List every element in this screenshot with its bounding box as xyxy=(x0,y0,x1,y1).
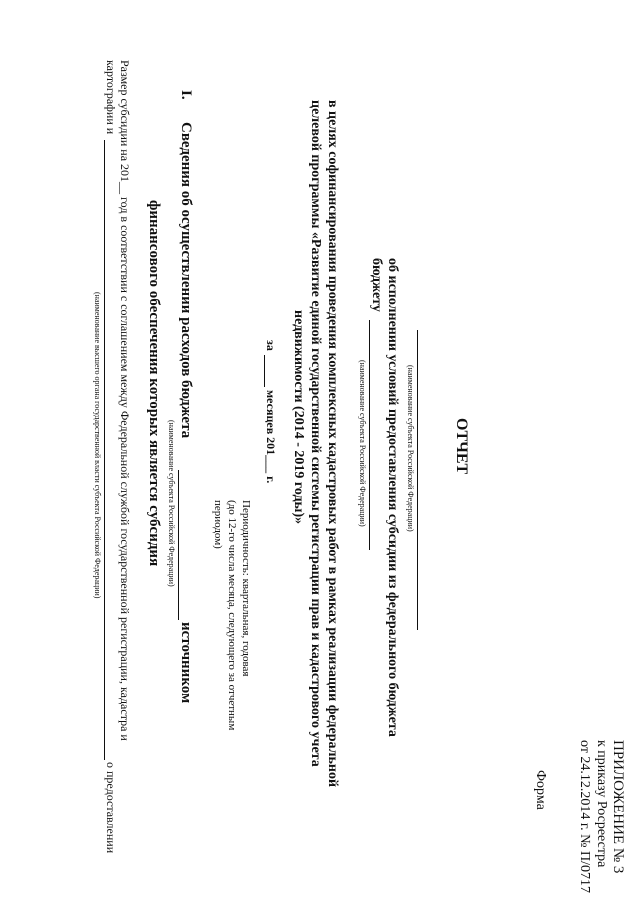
bottom-line1: Размер субсидии на 201__ год в соответствии с соглашением между Федеральной службой государственной регистрации, кадастра и xyxy=(118,60,132,741)
periodicity-line3: периодом) xyxy=(212,500,224,549)
section1-title-line2: финансового обеспечения которых является субсидия xyxy=(146,200,162,567)
purpose-line-2: целевой программы «Развитие единой государственной системы регистрации прав и кадастрового учета xyxy=(308,100,323,767)
appendix-order-date: от 24.12.2014 г. № П/0717 xyxy=(577,740,592,893)
report-line2-prefix: бюджету xyxy=(369,258,384,312)
authority-caption: (наименование высшего органа государственной власти субъекта Российской Федерации) xyxy=(93,292,102,599)
budget-recipient-line xyxy=(369,320,370,550)
subject-caption-2: (наименование субъекта Российской Федерации) xyxy=(358,360,367,527)
appendix-title: ПРИЛОЖЕНИЕ № 3 xyxy=(610,740,626,874)
form-label: Форма xyxy=(533,770,548,810)
section1-title-part1: Сведения об осуществлении расходов бюджета xyxy=(178,122,194,439)
purpose-line-1: в целях софинансирования проведения комплексных кадастровых работ в рамках реализации федеральной xyxy=(325,100,340,788)
purpose-line-3: недвижимости (2014 - 2019 годы)» xyxy=(291,310,306,525)
report-title: ОТЧЕТ xyxy=(453,418,470,475)
bottom-line2-prefix: картографии и xyxy=(104,60,118,135)
section1-subject-line xyxy=(178,470,179,620)
period-suffix: месяцев 201___ г. xyxy=(264,390,278,484)
appendix-order-line: к приказу Росреестра xyxy=(594,740,609,868)
report-line1: об исполнении условий предоставления субсидии из федерального бюджета xyxy=(385,258,400,737)
authority-name-line xyxy=(104,140,105,760)
subject-line xyxy=(417,330,418,630)
periodicity-line1: Периодичность: квартальная, годовая xyxy=(240,500,252,677)
periodicity-line2: (до 12-го числа месяца, следующего за отчетным xyxy=(226,500,238,731)
bottom-line2-suffix: о предоставлении xyxy=(104,762,118,854)
period-prefix: за xyxy=(264,340,278,351)
section1-caption: (наименование субъекта Российской Федерации) xyxy=(167,420,176,587)
period-months-blank xyxy=(264,355,265,387)
subject-caption: (наименование субъекта Российской Федерации) xyxy=(406,365,415,532)
section1-title-part2: источником xyxy=(178,622,194,704)
section1-number: I. xyxy=(178,90,194,100)
